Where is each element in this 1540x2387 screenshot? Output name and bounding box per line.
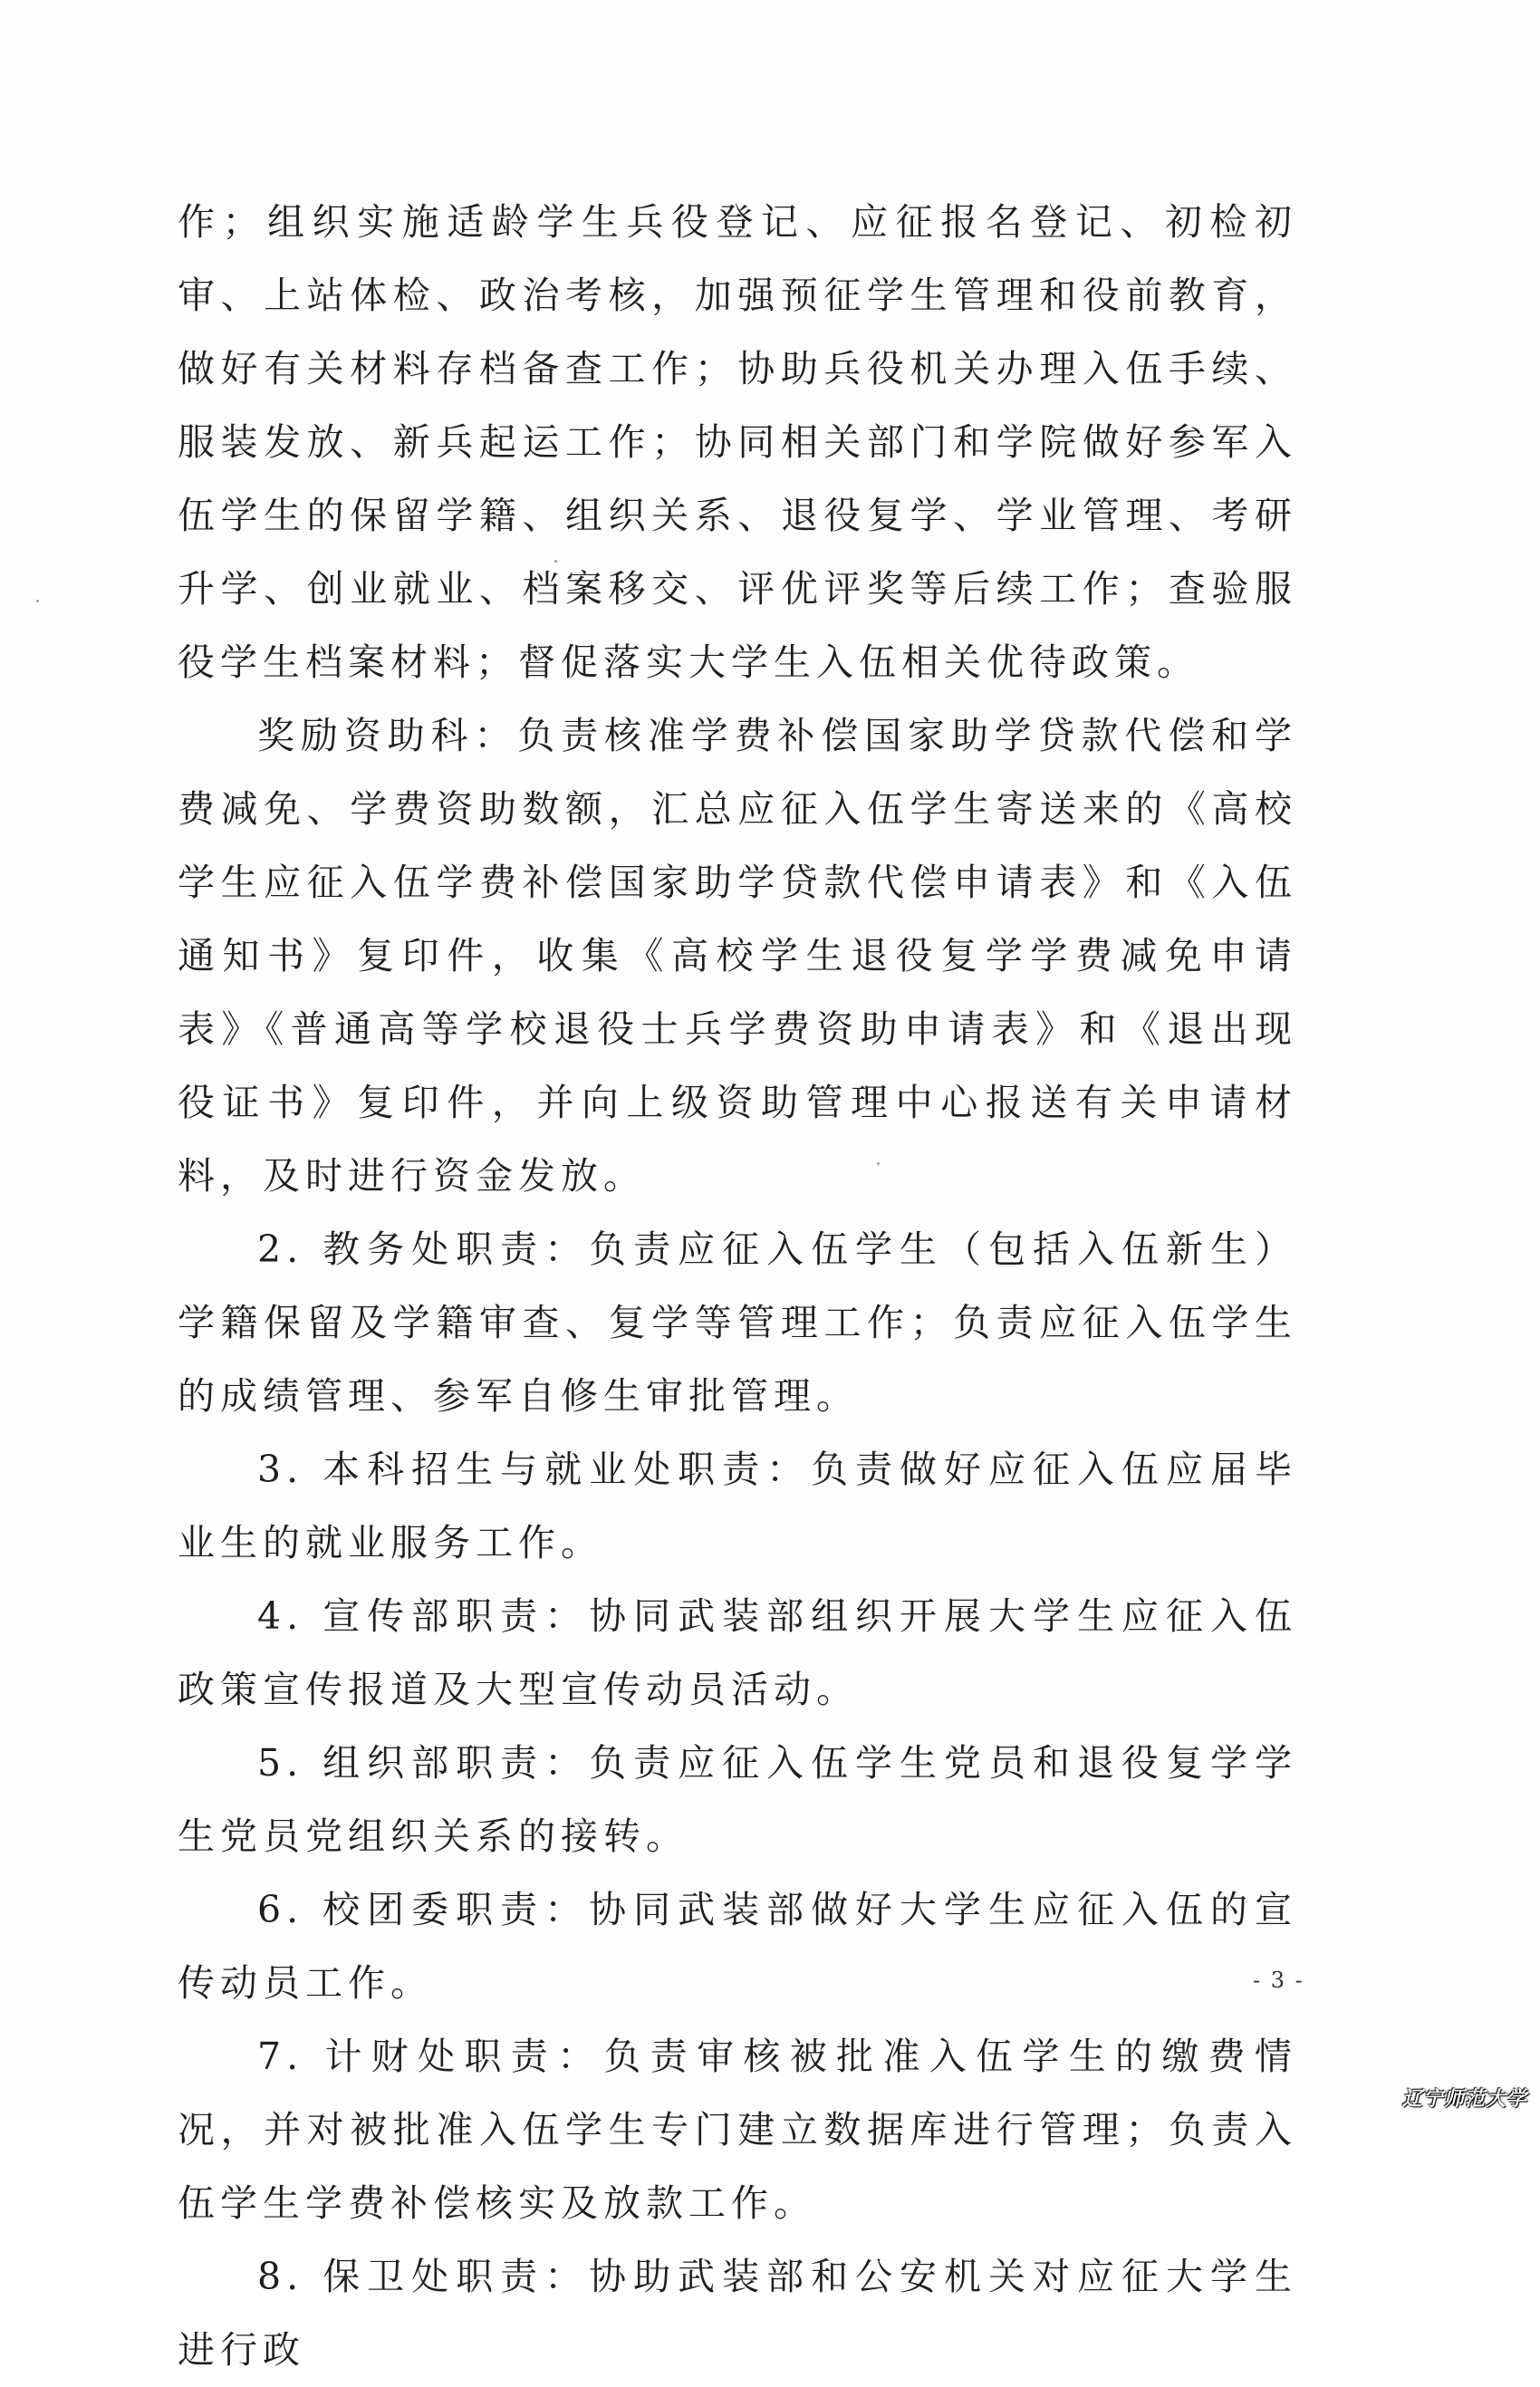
scan-speck xyxy=(36,600,39,602)
paragraph-8: 7. 计财处职责：负责审核被批准入伍学生的缴费情况，并对被批准入伍学生专门建立数据库进行管理；负责入伍学生学费补偿核实及放款工作。 xyxy=(178,2035,1297,2225)
paragraph-4: 3. 本科招生与就业处职责：负责做好应征入伍应届毕业生的就业服务工作。 xyxy=(178,1448,1297,1564)
paragraph-1: 作；组织实施适龄学生兵役登记、应征报名登记、初检初审、上站体检、政治考核，加强预征学生管理和役前教育，做好有关材料存档备查工作；协助兵役机关办理入伍手续、服装发放、新兵起运工作；协同相关部门和学院做好参军入伍学生的保留学籍、组织关系、退役复学、学业管理、考研升学、创业就业、档案移交、评优评奖等后续工作；查验服役学生档案材料；督促落实大学生入伍相关优待政策。 xyxy=(178,200,1297,684)
paragraph-7: 6. 校团委职责：协同武装部做好大学生应征入伍的宣传动员工作。 xyxy=(178,1888,1297,2005)
scan-speck xyxy=(877,1162,880,1165)
paragraph-5: 4. 宣传部职责：协同武装部组织开展大学生应征入伍政策宣传报道及大型宣传动员活动。 xyxy=(178,1594,1297,1711)
paragraph-9: 8. 保卫处职责：协助武装部和公安机关对应征大学生进行政 xyxy=(178,2255,1297,2372)
watermark-logo-text: 辽宁师范大学 xyxy=(1402,2088,1528,2111)
paragraph-6: 5. 组织部职责：负责应征入伍学生党员和退役复学学生党员党组织关系的接转。 xyxy=(178,1741,1297,1858)
scan-speck xyxy=(554,560,557,563)
document-body xyxy=(178,186,1297,2387)
paragraph-3: 2. 教务处职责：负责应征入伍学生（包括入伍新生）学籍保留及学籍审查、复学等管理工作；负责应征入伍学生的成绩管理、参军自修生审批管理。 xyxy=(178,1227,1297,1418)
paragraph-2: 奖励资助科：负责核准学费补偿国家助学贷款代偿和学费减免、学费资助数额，汇总应征入伍学生寄送来的《高校学生应征入伍学费补偿国家助学贷款代偿申请表》和《入伍通知书》复印件，收集《高校学生退役复学学费减免申请表》《普通高等学校退役士兵学费资助申请表》和《退出现役证书》复印件，并向上级资助管理中心报送有关申请材料，及时进行资金发放。 xyxy=(178,714,1297,1198)
page-number: - 3 - xyxy=(1253,1968,1304,1993)
